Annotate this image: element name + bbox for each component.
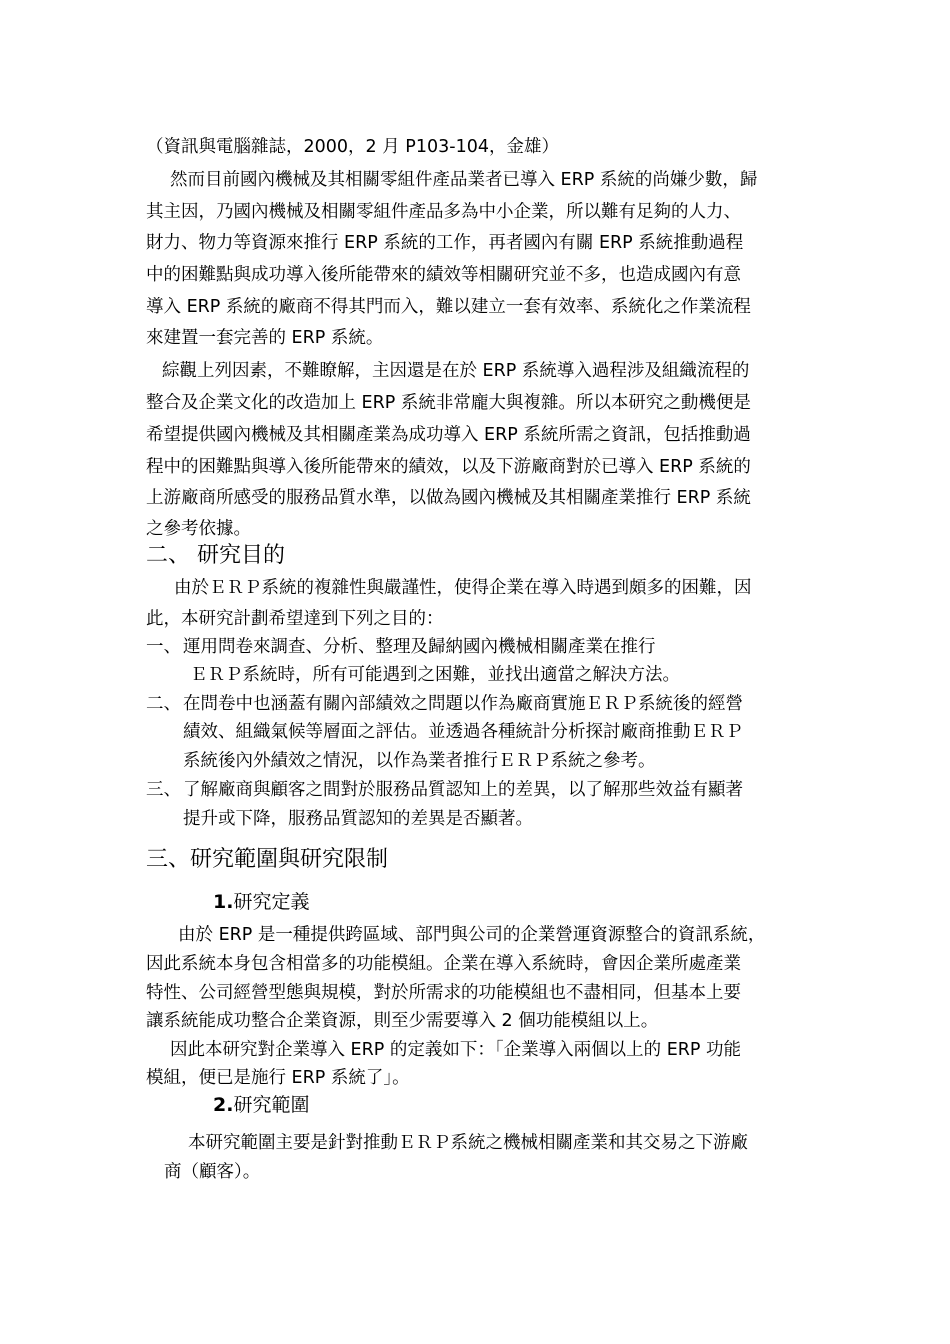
subsection-title: 研究定義 xyxy=(233,891,310,913)
list-marker: 三、 xyxy=(146,780,181,800)
sub1-para-line: 因此系統本身包含相當多的功能模組。企業在導入系統時，會因企業所處產業 xyxy=(146,954,741,974)
list-item-line: 系統後內外績效之情況，以作為業者推行ＥＲＰ系統之參考。 xyxy=(183,751,656,771)
para2-line: 希望提供國內機械及其相關產業為成功導入 ERP 系統所需之資訊，包括推動過 xyxy=(146,425,751,445)
subsection-number: 1. xyxy=(213,891,234,913)
list-item-line: ＥＲＰ系統時，所有可能遇到之困難，並找出適當之解決方法。 xyxy=(190,665,680,685)
para1-line: 其主因，乃國內機械及相關零組件產品多為中小企業，所以難有足夠的人力、 xyxy=(146,202,741,222)
para2-line: 上游廠商所感受的服務品質水準，以做為國內機械及其相關產業推行 ERP 系統 xyxy=(146,488,751,508)
sub2-para-line: 本研究範圍主要是針對推動ＥＲＰ系統之機械相關產業和其交易之下游廠 xyxy=(188,1133,748,1153)
section-heading: 二、 研究目的 xyxy=(146,543,285,568)
sub2-para-line: 商（顧客）。 xyxy=(164,1162,261,1182)
sub1-para-line: 模組，便已是施行 ERP 系統了」。 xyxy=(146,1068,410,1088)
subsection-title: 研究範圍 xyxy=(233,1094,310,1116)
para1-line: 導入 ERP 系統的廠商不得其門而入，難以建立一套有效率、系統化之作業流程 xyxy=(146,297,751,317)
sub1-para-line: 因此本研究對企業導入 ERP 的定義如下：「企業導入兩個以上的 ERP 功能 xyxy=(170,1040,742,1060)
section2-intro-line: 此，本研究計劃希望達到下列之目的： xyxy=(146,609,444,629)
para2-line: 綜觀上列因素，不難瞭解，主因還是在於 ERP 系統導入過程涉及組織流程的 xyxy=(162,361,750,381)
sub1-para-line: 特性、公司經營型態與規模，對於所需求的功能模組也不盡相同，但基本上要 xyxy=(146,983,741,1003)
para2-line: 之參考依據。 xyxy=(146,519,251,539)
list-item-line: 了解廠商與顧客之間對於服務品質認知上的差異，以了解那些效益有顯著 xyxy=(183,780,743,800)
para1-line: 來建置一套完善的 ERP 系統。 xyxy=(146,328,384,348)
sub1-para-line: 由於 ERP 是一種提供跨區域、部門與公司的企業營運資源整合的資訊系統， xyxy=(178,925,766,945)
section2-intro-line: 由於ＥＲＰ系統的複雜性與嚴謹性，使得企業在導入時遇到頗多的困難，因 xyxy=(174,578,752,598)
section-heading: 三、研究範圍與研究限制 xyxy=(146,847,389,872)
list-item-line: 提升或下降，服務品質認知的差異是否顯著。 xyxy=(183,809,533,829)
subsection-heading xyxy=(213,1093,309,1117)
list-item-line: 績效、組織氣候等層面之評估。並透過各種統計分析探討廠商推動ＥＲＰ xyxy=(183,722,743,742)
para2-line: 整合及企業文化的改造加上 ERP 系統非常龐大與複雜。所以本研究之動機便是 xyxy=(146,393,751,413)
citation: （資訊與電腦雜誌，2000，2 月 P103-104，金雄） xyxy=(146,137,559,157)
list-marker: 一、 xyxy=(146,637,181,657)
para1-line: 然而目前國內機械及其相關零組件產品業者已導入 ERP 系統的尚嫌少數，歸 xyxy=(170,170,758,190)
para1-line: 財力、物力等資源來推行 ERP 系統的工作，再者國內有關 ERP 系統推動過程 xyxy=(146,233,744,253)
subsection-heading xyxy=(213,890,309,914)
para1-line: 中的困難點與成功導入後所能帶來的績效等相關研究並不多，也造成國內有意 xyxy=(146,265,741,285)
subsection-number: 2. xyxy=(213,1094,234,1116)
sub1-para-line: 讓系統能成功整合企業資源，則至少需要導入 2 個功能模組以上。 xyxy=(146,1011,659,1031)
list-marker: 二、 xyxy=(146,694,181,714)
list-item-line: 運用問卷來調查、分析、整理及歸納國內機械相關產業在推行 xyxy=(183,637,656,657)
list-item-line: 在問卷中也涵蓋有關內部績效之問題以作為廠商實施ＥＲＰ系統後的經營 xyxy=(183,694,743,714)
para2-line: 程中的困難點與導入後所能帶來的績效，以及下游廠商對於已導入 ERP 系統的 xyxy=(146,457,751,477)
